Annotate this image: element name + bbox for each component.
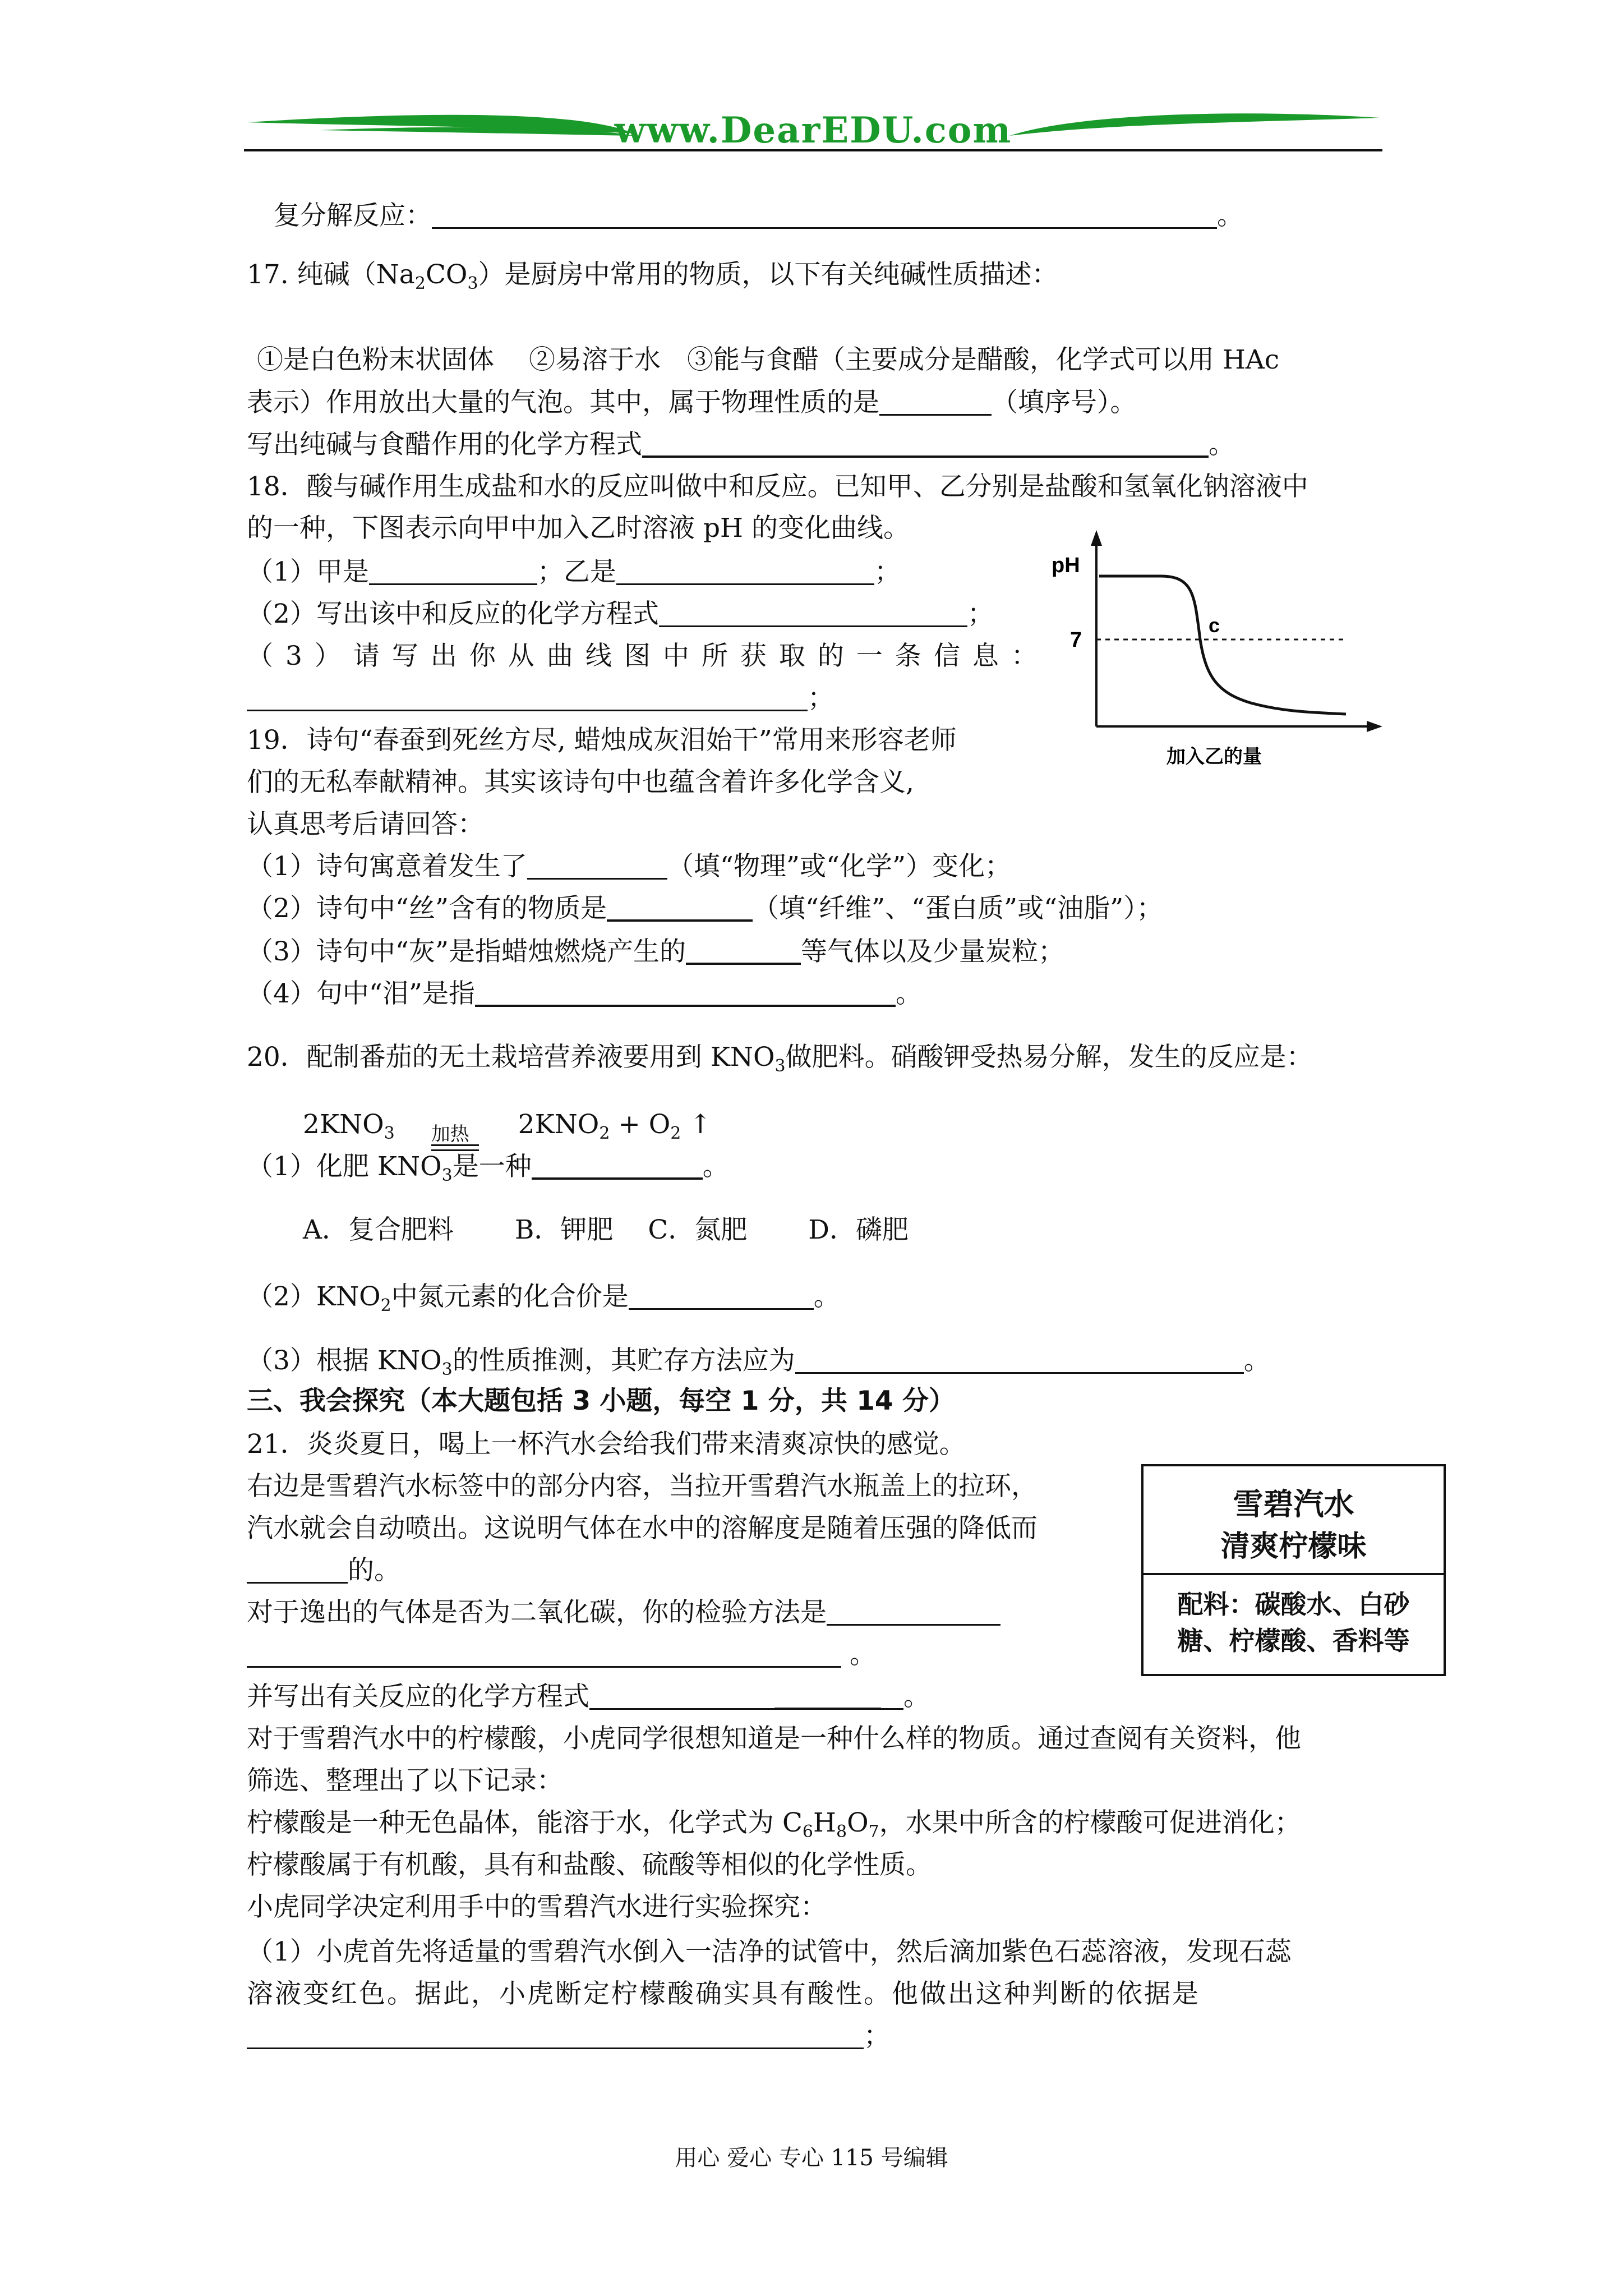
site-title[interactable]: www.DearEDU.com <box>614 109 1012 151</box>
q21-co2-test-answer: 。 <box>247 1638 876 1672</box>
q19-stem-1: 19．诗句“春蚕到死丝方尽, 蜡烛成灰泪始干”常用来形容老师 <box>247 725 957 756</box>
q20-equation: $2KNO_3$ 加热 $2KNO_2 + O_2$ ↑ <box>303 1108 712 1142</box>
q21-stem-3: 汽水就会自动喷出。这说明气体在水中的溶解度是随着压强的降低而 <box>247 1513 1038 1544</box>
heating-condition: 加热 <box>431 1123 469 1145</box>
q19-stem-3: 认真思考后请回答： <box>247 809 484 840</box>
q21-stem-5: 对于雪碧汽水中的柠檬酸，小虎同学很想知道是一种什么样的物质。通过查阅有关资料，他 <box>247 1723 1301 1754</box>
q17-properties: ①是白色粉末状固体 ②易溶于水 ③能与食醋（主要成分是醋酸，化学式可以用 HAc <box>257 344 1280 375</box>
ph-curve-chart <box>1032 524 1391 777</box>
q21-q1-answer: ； <box>247 2019 890 2053</box>
label-flavor: 清爽柠檬味 <box>1220 1530 1367 1563</box>
label-ingredients-2: 糖、柠檬酸、香料等 <box>1177 1626 1410 1656</box>
q21-equation: 并写出有关反应的化学方程式 。 <box>247 1681 930 1712</box>
right-swoosh <box>1009 113 1380 136</box>
q21-citric-acid-1: 柠檬酸是一种无色晶体，能溶于水，化学式为 $C_6H_8O_7$，水果中所含的柠檬酸可促进消化； <box>247 1807 1301 1842</box>
q18-stem-2: 的一种，下图表示向甲中加入乙时溶液 pH 的变化曲线。 <box>247 513 910 544</box>
x-axis-arrow <box>1367 721 1382 732</box>
q21-citric-acid-2: 柠檬酸属于有机酸，具有和盐酸、硫酸等相似的化学性质。 <box>247 1849 932 1880</box>
gas-arrow-icon: ↑ <box>689 1109 712 1140</box>
q18-stem-1: 18．酸与碱作用生成盐和水的反应叫做中和反应。已知甲、乙分别是盐酸和氢氧化钠溶液中 <box>247 471 1308 502</box>
ph-curve <box>1099 576 1346 714</box>
point-c-label: c <box>1209 614 1220 637</box>
label-title: 雪碧汽水 <box>1233 1487 1354 1522</box>
q20-q3: （3）根据 $KNO_3$的性质推测，其贮存方法应为 。 <box>247 1345 1270 1379</box>
q18-q3: （3）请写出你从曲线图中所获取的一条信息： <box>247 641 1050 671</box>
q21-q1-a: （1）小虎首先将适量的雪碧汽水倒入一洁净的试管中，然后滴加紫色石蕊溶液，发现石蕊 <box>247 1936 1292 1967</box>
q19-stem-2: 们的无私奉献精神。其实该诗句中也蕴含着许多化学含义, <box>247 767 914 798</box>
q19-q1: （1）诗句寓意着发生了 （填“物理”或“化学”）变化； <box>247 851 1012 882</box>
q18-q2: （2）写出该中和反应的化学方程式 ； <box>247 599 994 629</box>
y-axis-arrow <box>1091 530 1102 546</box>
label-ingredients-1: 配料：碳酸水、白砂 <box>1177 1589 1410 1619</box>
x-axis-label: 加入乙的量 <box>1166 746 1262 768</box>
q20-q1: （1）化肥 $KNO_3$是一种 。 <box>247 1151 729 1185</box>
q21-stem-6: 筛选、整理出了以下记录： <box>247 1765 563 1796</box>
y-axis-label: pH <box>1052 554 1080 577</box>
q21-stem-1: 21．炎炎夏日，喝上一杯汽水会给我们带来清爽凉快的感觉。 <box>247 1429 966 1460</box>
q17-stem: 17. 纯碱$(Na_2CO_3)$是厨房中常用的物质，以下有关纯碱性质描述： <box>247 259 1058 293</box>
q20-q2: $(2)KNO_2$中氮元素的化合价是 。 <box>247 1281 840 1315</box>
q17-question-a: 表示）作用放出大量的气泡。其中，属于物理性质的是 （填序号）。 <box>247 387 1137 418</box>
q20-stem: 20．配制番茄的无土栽培营养液要用到 $KNO_3$做肥料。硝酸钾受热易分解，发生的反应是： <box>247 1042 1313 1076</box>
q21-stem-7: 小虎同学决定利用手中的雪碧汽水进行实验探究： <box>247 1892 827 1922</box>
sprite-label-box <box>1141 1464 1446 1676</box>
q20-options: A．复合肥料 B．钾肥 C．氮肥 D．磷肥 <box>303 1214 909 1245</box>
page-footer: 用心 爱心 专心 115 号编辑 <box>675 2145 948 2171</box>
label-divider <box>1144 1573 1444 1575</box>
q18-q3-answer: ； <box>247 682 834 715</box>
q21-stem-2: 右边是雪碧汽水标签中的部分内容，当拉开雪碧汽水瓶盖上的拉环， <box>247 1471 1038 1502</box>
q19-q2: （2）诗句中“丝”含有的物质是 （填“纤维”、“蛋白质”或“油脂”）； <box>247 893 1163 924</box>
section-3-heading: 三、我会探究（本大题包括 3 小题，每空 1 分，共 14 分） <box>247 1386 955 1416</box>
q21-q1-b: 溶液变红色。据此，小虎断定柠檬酸确实具有酸性。他做出这种判断的依据是 <box>247 1978 1200 2009</box>
q21-co2-test: 对于逸出的气体是否为二氧化碳，你的检验方法是 <box>247 1596 1000 1630</box>
q21-stem-4: 的。 <box>247 1554 400 1588</box>
ph7-tick-label: 7 <box>1070 628 1082 652</box>
q18-q1: （1）甲是 ；乙是 ； <box>247 556 901 587</box>
q19-q4: （4）句中“泪”是指 。 <box>247 978 922 1009</box>
q19-q3: （3）诗句中“灰”是指蜡烛燃烧产生的 等气体以及少量炭粒； <box>247 936 1064 967</box>
q17-question-b: 写出纯碱与食醋作用的化学方程式 。 <box>247 429 1235 460</box>
line-double-decomposition: 复分解反应： 。 <box>274 200 1243 231</box>
